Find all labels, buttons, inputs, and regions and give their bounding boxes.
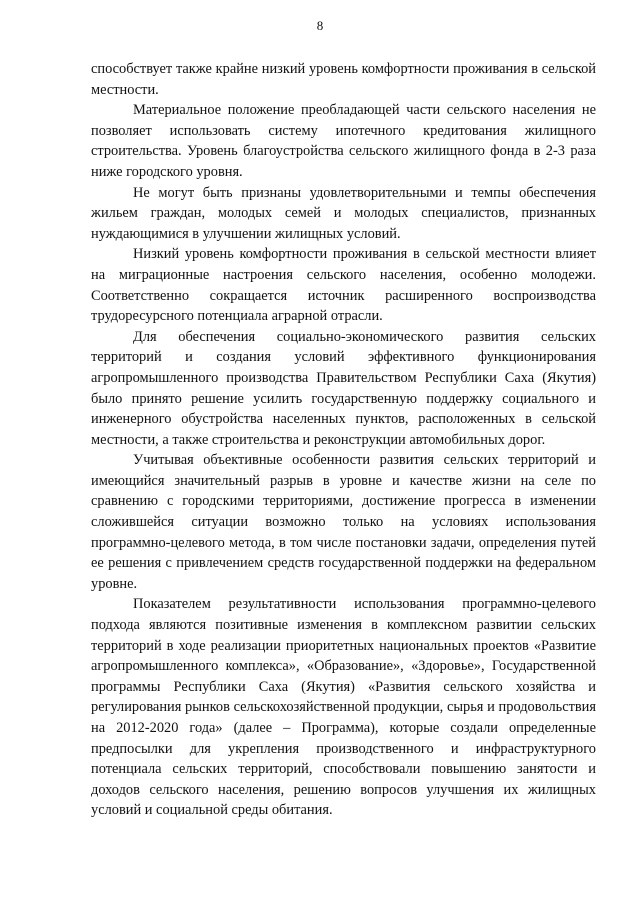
paragraph-material-situation: Материальное положение преобладающей части сельского населения не позволяет использовать систему ипотечного кредитования жилищного строительства. Уровень благоустройства сельского жилищного фонда в 2-3 раза ниже городского уровня.: [91, 102, 596, 180]
page-number: 8: [316, 18, 324, 33]
document-body: [91, 59, 596, 821]
paragraph-housing-pace: Не могут быть признаны удовлетворительными и темпы обеспечения жильем граждан, молодых семей и молодых специалистов, признанных нуждающимися в улучшении жилищных условий.: [91, 184, 596, 242]
paragraph-government-support: Для обеспечения социально-экономического развития сельских территорий и создания условий эффективного функционирования агропромышленного производства Правительством Республики Саха (Якутия) было принято решение усилить государственную поддержку социального и инженерного обустройства населенных пунктов, расположенных в сельской местности, а также строительства и реконструкции автомобильных дорог.: [91, 328, 596, 448]
paragraph-continuation: способствует также крайне низкий уровень комфортности проживания в сельской местности.: [91, 61, 596, 98]
paragraph-migration: Низкий уровень комфортности проживания в сельской местности влияет на миграционные настроения сельского населения, особенно молодежи. Соответственно сокращается источник расширенного воспроизводства трудоресурсного потенциала аграрной отрасли.: [91, 246, 596, 325]
paragraph-program-method: Учитывая объективные особенности развития сельских территорий и имеющийся значительный разрыв в уровне и качестве жизни на селе по сравнению с городскими территориями, достижение прогресса в изменении сложившейся ситуации возможно только на условиях использования программно-целевого метода, в том числе постановки задачи, определения путей ее решения с привлечением средств государственной поддержки на федеральном уровне.: [91, 452, 596, 592]
paragraph-effectiveness: Показателем результативности использования программно-целевого подхода являются позитивные изменения в комплексном развитии сельских территорий в ходе реализации приоритетных национальных проектов «Развитие агропромышленного комплекса», «Образование», «Здоровье», Государственной программы Республики Саха (Якутия) «Развития сельского хозяйства и регулирования рынков сельскохозяйственной продукции, сырья и продовольствия на 2012-2020 года» (далее – Программа), которые создали определенные предпосылки для укрепления производственного и инфраструктурного потенциала сельских территорий, способствовали повышению занятости и доходов сельского населения, решению вопросов улучшения их жилищных условий и социальной среды обитания.: [91, 596, 596, 819]
